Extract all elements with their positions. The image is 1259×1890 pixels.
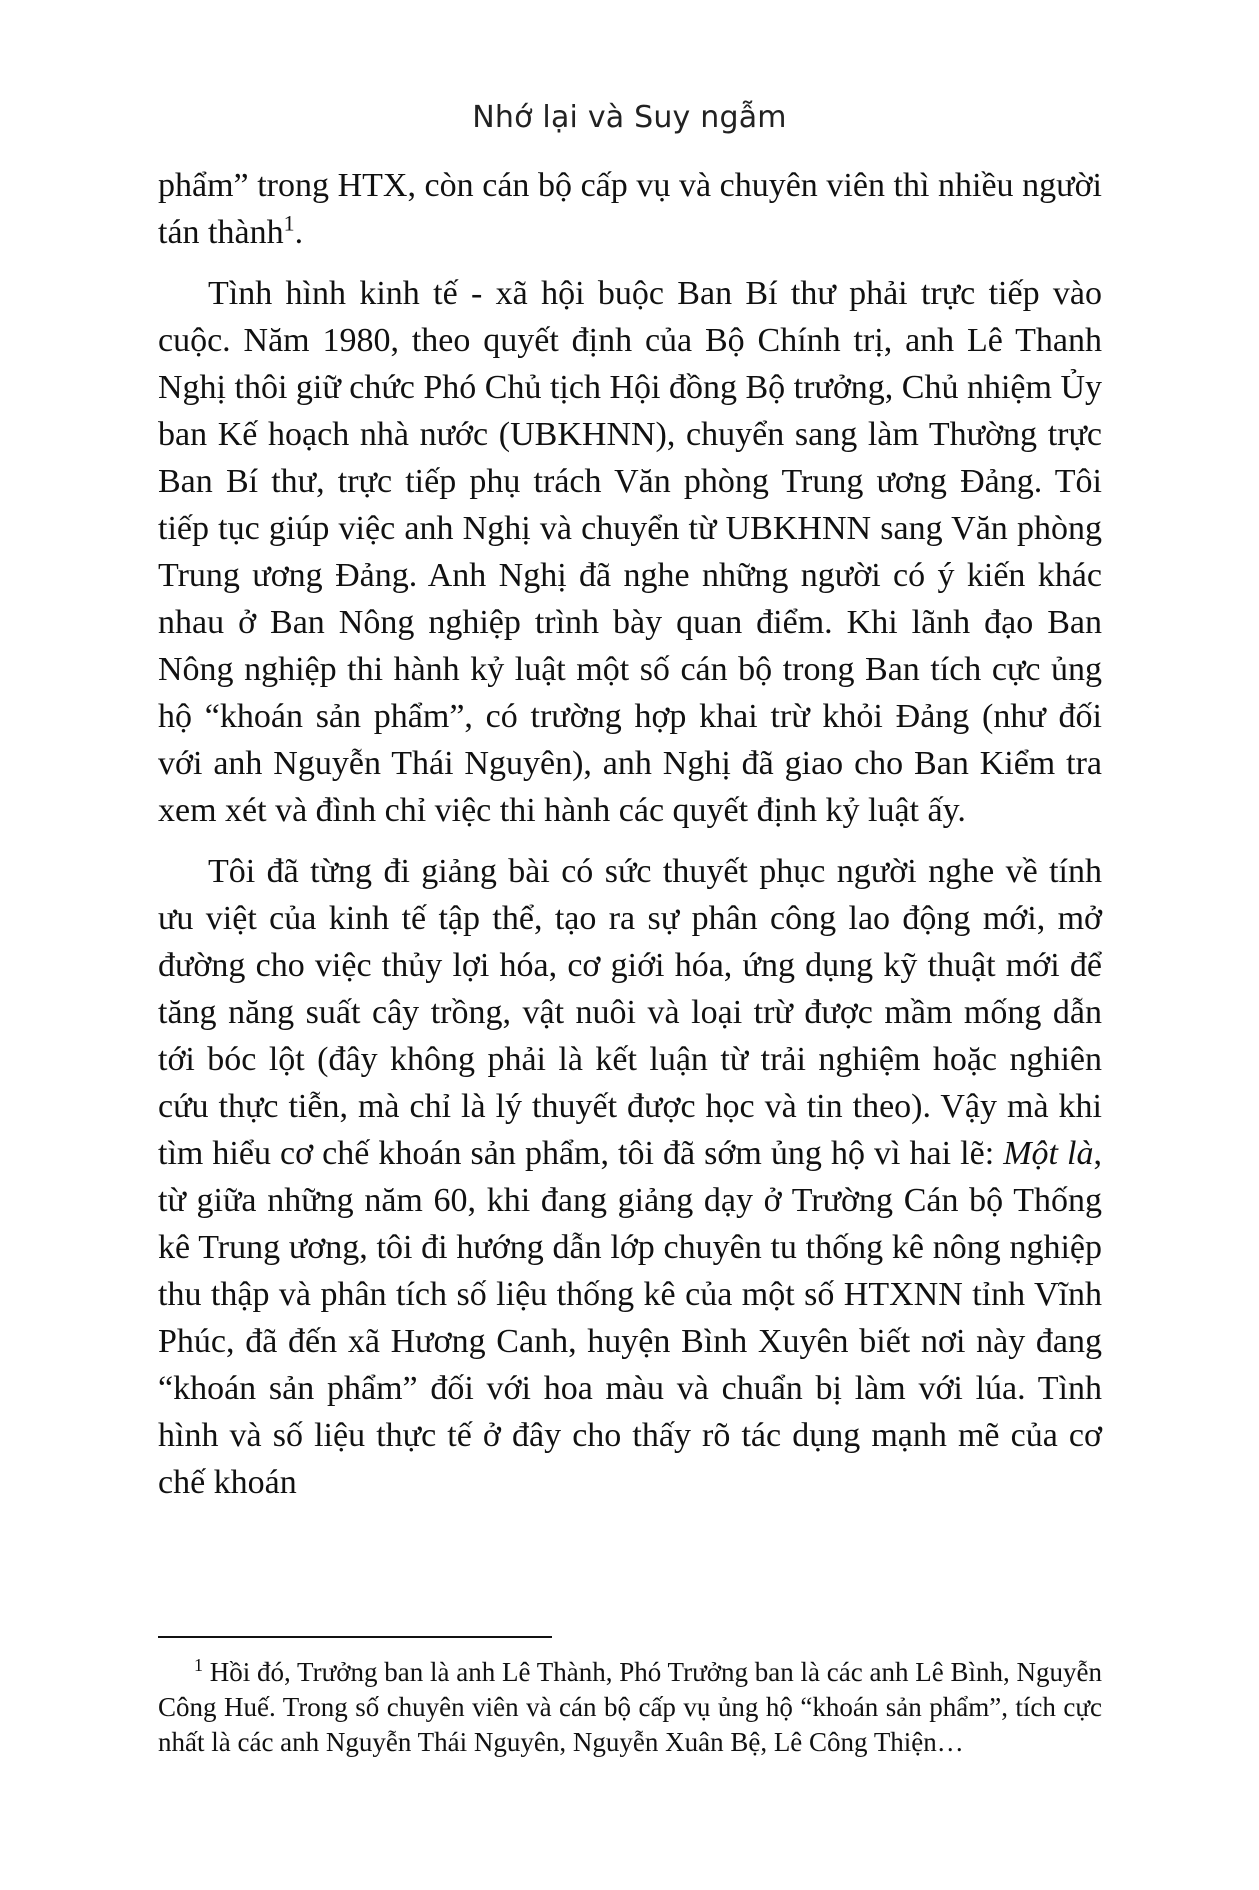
footnote-marker: 1: [194, 1655, 203, 1675]
footnote: [158, 1655, 1102, 1760]
body-text: [158, 162, 1102, 1520]
footnote-reference[interactable]: 1: [283, 210, 295, 236]
paragraph: [158, 848, 1102, 1506]
paragraph-continued: [158, 162, 1102, 256]
running-header: Nhớ lại và Suy ngẫm: [472, 100, 787, 135]
footnote-text: Hồi đó, Trưởng ban là anh Lê Thành, Phó Trưởng ban là các anh Lê Bình, Nguyễn Công Huế. Trong số chuyên viên và cán bộ cấp vụ ủng hộ “khoán sản phẩm”, tích cực nhất là các anh Nguyễn Thái Nguyên, Nguyễn Xuân Bệ, Lê Công Thiện…: [158, 1657, 1102, 1757]
emphasis-text: Một là: [1003, 1135, 1094, 1172]
paragraph-text: Tôi đã từng đi giảng bài có sức thuyết phục người nghe về tính ưu việt của kinh tế tập thể, tạo ra sự phân công lao động mới, mở đường cho việc thủy lợi hóa, cơ giới hóa, ứng dụng kỹ thuật mới để tăng năng suất cây trồng, vật nuôi và loại trừ được mầm mống dẫn tới bóc lột (đây không phải là kết luận từ trải nghiệm hoặc nghiên cứu thực tiễn, mà chỉ là lý thuyết được học và tin theo). Vậy mà khi tìm hiểu cơ chế khoán sản phẩm, tôi đã sớm ủng hộ vì hai lẽ:: [158, 853, 1102, 1172]
paragraph-text: , từ giữa những năm 60, khi đang giảng dạy ở Trường Cán bộ Thống kê Trung ương, tôi đi hướng dẫn lớp chuyên tu thống kê nông nghiệp thu thập và phân tích số liệu thống kê của một số HTXNN tỉnh Vĩnh Phúc, đã đến xã Hương Canh, huyện Bình Xuyên biết nơi này đang “khoán sản phẩm” đối với hoa màu và chuẩn bị làm với lúa. Tình hình và số liệu thực tế ở đây cho thấy rõ tác dụng mạnh mẽ của cơ chế khoán: [158, 1135, 1103, 1501]
footnote-divider: [158, 1636, 552, 1638]
paragraph-text: phẩm” trong HTX, còn cán bộ cấp vụ và chuyên viên thì nhiều người tán thành: [158, 167, 1102, 251]
paragraph: Tình hình kinh tế - xã hội buộc Ban Bí thư phải trực tiếp vào cuộc. Năm 1980, theo quyết định của Bộ Chính trị, anh Lê Thanh Nghị thôi giữ chức Phó Chủ tịch Hội đồng Bộ trưởng, Chủ nhiệm Ủy ban Kế hoạch nhà nước (UBKHNN), chuyển sang làm Thường trực Ban Bí thư, trực tiếp phụ trách Văn phòng Trung ương Đảng. Tôi tiếp tục giúp việc anh Nghị và chuyển từ UBKHNN sang Văn phòng Trung ương Đảng. Anh Nghị đã nghe những người có ý kiến khác nhau ở Ban Nông nghiệp trình bày quan điểm. Khi lãnh đạo Ban Nông nghiệp thi hành kỷ luật một số cán bộ trong Ban tích cực ủng hộ “khoán sản phẩm”, có trường hợp khai trừ khỏi Đảng (như đối với anh Nguyễn Thái Nguyên), anh Nghị đã giao cho Ban Kiểm tra xem xét và đình chỉ việc thi hành các quyết định kỷ luật ấy.: [158, 275, 1103, 829]
paragraph-end: .: [294, 214, 304, 251]
